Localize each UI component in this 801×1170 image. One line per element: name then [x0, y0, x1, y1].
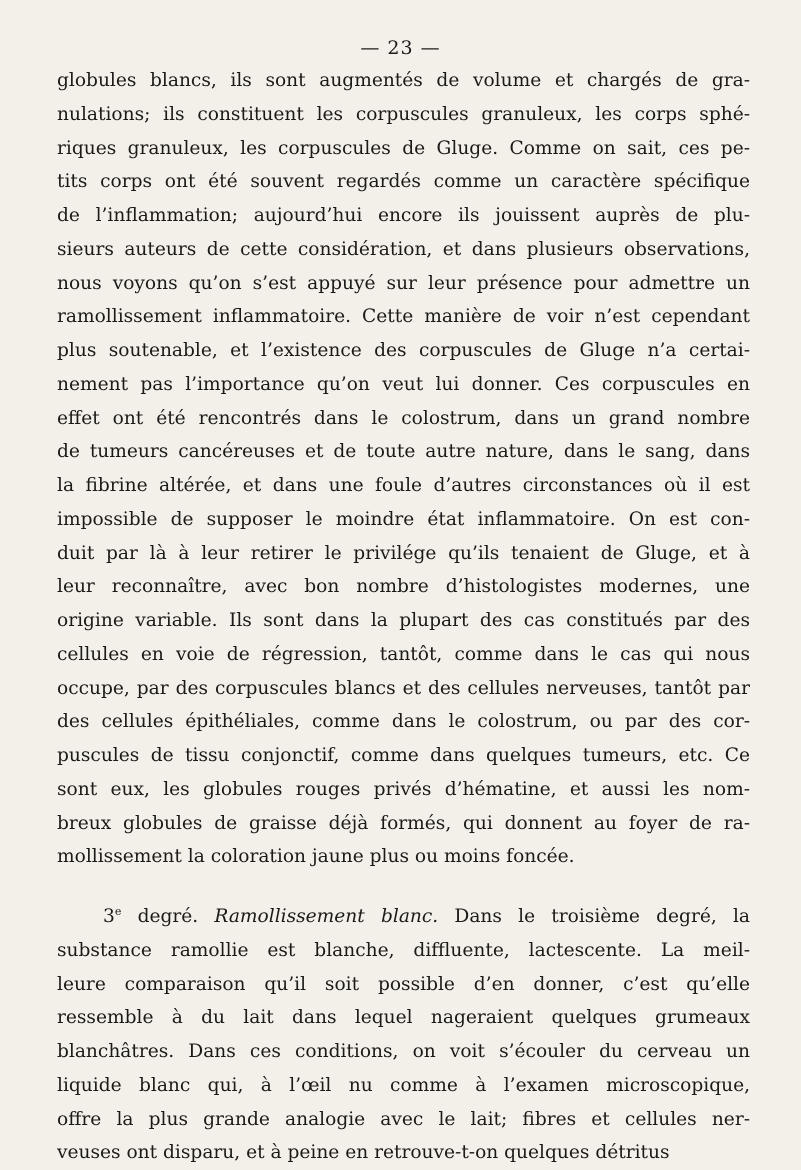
text-line: nement pas l’importance qu’on veut lui donner. Ces corpuscules en	[57, 373, 750, 395]
text-line: sont eux, les globules rouges privés d’hématine, et aussi les nom-	[57, 778, 750, 800]
degree-word: degré.	[121, 906, 215, 927]
heading-line-rest: Dans le troisième degré, la	[438, 906, 750, 927]
text-line: nulations; ils constituent les corpuscules granuleux, les corps sphé-	[57, 103, 750, 125]
text-line: globules blancs, ils sont augmentés de volume et chargés de gra-	[57, 70, 750, 91]
text-line: leur reconnaître, avec bon nombre d’histologistes modernes, une	[57, 576, 750, 598]
body-text	[57, 64, 750, 1170]
text-line: mollissement la coloration jaune plus ou moins foncée.	[57, 846, 575, 868]
paragraph-2-heading-line	[57, 900, 750, 934]
text-line: impossible de supposer le moindre état inflammatoire. On est con-	[57, 508, 750, 530]
text-line: origine variable. Ils sont dans la plupart des cas constitués par des	[57, 610, 750, 631]
text-line: puscules de tissu conjonctif, comme dans quelques tumeurs, etc. Ce	[57, 745, 750, 766]
text-line: duit par là à leur retirer le privilége qu’ils tenaient de Gluge, et à	[57, 542, 750, 564]
text-line: cellules en voie de régression, tantôt, comme dans le cas qui nous	[57, 643, 750, 665]
degree-number: 3	[103, 906, 115, 927]
paragraph-spacer	[57, 874, 750, 900]
degree-superscript: e	[114, 905, 122, 918]
text-line: nous voyons qu’on s’est appuyé sur leur présence pour admettre un	[57, 272, 750, 294]
text-line: offre la plus grande analogie avec le lait; fibres et cellules ner-	[57, 1108, 750, 1130]
text-line: blanchâtres. Dans ces conditions, on voit s’écouler du cerveau un	[57, 1041, 750, 1062]
paragraph-2	[57, 900, 750, 1170]
text-line: riques granuleux, les corpuscules de Gluge. Comme on sait, ces pe-	[57, 137, 750, 159]
text-line: de l’inflammation; aujourd’hui encore ils jouissent auprès de plu-	[57, 205, 750, 226]
page-number: — 23 —	[360, 37, 441, 59]
text-line: substance ramollie est blanche, diffluente, lactescente. La meil-	[57, 939, 750, 961]
text-line: sieurs auteurs de cette considération, et dans plusieurs observations,	[57, 238, 750, 260]
text-line: leure comparaison qu’il soit possible d’en donner, c’est qu’elle	[57, 973, 750, 995]
text-line: breux globules de graisse déjà formés, qui donnent au foyer de ra-	[57, 812, 750, 834]
section-title: Ramollissement blanc.	[214, 906, 439, 927]
text-line: tits corps ont été souvent regardés comme un caractère spécifique	[57, 171, 750, 193]
text-line: occupe, par des corpuscules blancs et des cellules nerveuses, tantôt par	[57, 677, 750, 699]
text-line: veuses ont disparu, et à peine en retrouve-t-on quelques détritus	[57, 1142, 670, 1164]
text-line: ressemble à du lait dans lequel nageraient quelques grumeaux	[57, 1007, 750, 1029]
text-line: plus soutenable, et l’existence des corpuscules de Gluge n’a certai-	[57, 340, 750, 361]
paragraph-1	[57, 64, 750, 874]
text-line: des cellules épithéliales, comme dans le colostrum, ou par des cor-	[57, 711, 750, 733]
text-line: de tumeurs cancéreuses et de toute autre nature, dans le sang, dans	[57, 441, 750, 463]
text-line: la fibrine altérée, et dans une foule d’autres circonstances où il est	[57, 475, 750, 496]
text-line: effet ont été rencontrés dans le colostrum, dans un grand nombre	[57, 407, 750, 429]
text-line: ramollissement inflammatoire. Cette manière de voir n’est cependant	[57, 306, 750, 328]
text-line: liquide blanc qui, à l’œil nu comme à l’examen microscopique,	[57, 1074, 750, 1096]
